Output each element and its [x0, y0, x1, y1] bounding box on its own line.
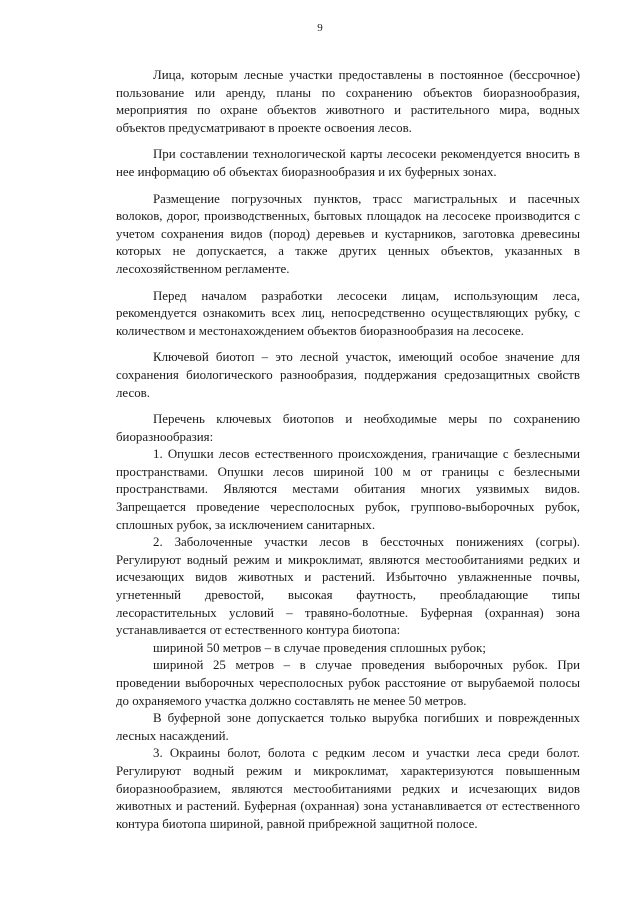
list-item-wetland-areas: 2. Заболоченные участки лесов в бессточных понижениях (согры). Регулируют водный режим и микроклимат, являются местообитаниями редких и исчезающих видов животных и растений. Избыточно увлажненные почвы, угнетенный древостой, высокая фаутность, преобладающие типы лесорастительных условий – травяно-болотные. Буферная (охранная) зона устанавливается от естественного контура биотопа: — [116, 535, 580, 638]
page-number: 9 — [317, 22, 323, 34]
paragraph-loading-points: Размещение погрузочных пунктов, трасс магистральных и пасечных волоков, дорог, производственных, бытовых площадок на лесосеке производится с учетом сохранения видов (пород) деревьев и кустарников, заготовка древесины которых не допускается, а также других ценных объектов, указанных в лесохозяйственном регламенте. — [116, 191, 580, 276]
paragraph-buffer-25m: шириной 25 метров – в случае проведения выборочных рубок. При проведении выборочных чересполосных рубок расстояние от вырубаемой полосы до охраняемого участка должно составлять не менее 50 метров. — [116, 658, 580, 708]
paragraph-before-harvesting: Перед началом разработки лесосеки лицам, использующим леса, рекомендуется ознакомить всех лиц, непосредственно осуществляющих рубку, с количеством и местонахождением объектов биоразнообразия на лесосеке. — [116, 288, 580, 338]
list-item-bog-margins: 3. Окраины болот, болота с редким лесом и участки леса среди болот. Регулируют водный режим и микроклимат, характеризуются повышенным биоразнообразием, являются местообитаниями редких и исчезающих видов животных и растений. Буферная (охранная) зона устанавливается от естественного контура биотопа шириной, равной прибрежной защитной полосе. — [116, 746, 580, 831]
paragraph-buffer-50m: шириной 50 метров – в случае проведения сплошных рубок; — [153, 640, 486, 655]
paragraph-technological-map: При составлении технологической карты лесосеки рекомендуется вносить в нее информацию об объектах биоразнообразия и их буферных зонах. — [116, 147, 580, 179]
list-item-forest-edges: 1. Опушки лесов естественного происхождения, граничащие с безлесными пространствами. Опушки лесов шириной 100 м от границы с безлесными пространствами. Являются местами обитания многих уязвимых видов. Запрещается проведение чересполосных рубок, группово-выборочных рубок, сплошных рубок, за исключением санитарных. — [116, 447, 580, 532]
document-body — [116, 67, 580, 833]
paragraph-forest-users-plans: Лица, которым лесные участки предоставлены в постоянное (бессрочное) пользование или аренду, планы по сохранению объектов биоразнообразия, мероприятия по охране объектов животного и растительного мира, водных объектов предусматривают в проекте освоения лесов. — [116, 68, 580, 135]
paragraph-key-biotope-definition: Ключевой биотоп – это лесной участок, имеющий особое значение для сохранения биологического разнообразия, поддержания средозащитных свойств лесов. — [116, 350, 580, 400]
paragraph-biotope-list-intro: Перечень ключевых биотопов и необходимые меры по сохранению биоразнообразия: — [116, 412, 580, 444]
paragraph-buffer-zone-felling: В буферной зоне допускается только вырубка погибших и поврежденных лесных насаждений. — [116, 711, 580, 743]
